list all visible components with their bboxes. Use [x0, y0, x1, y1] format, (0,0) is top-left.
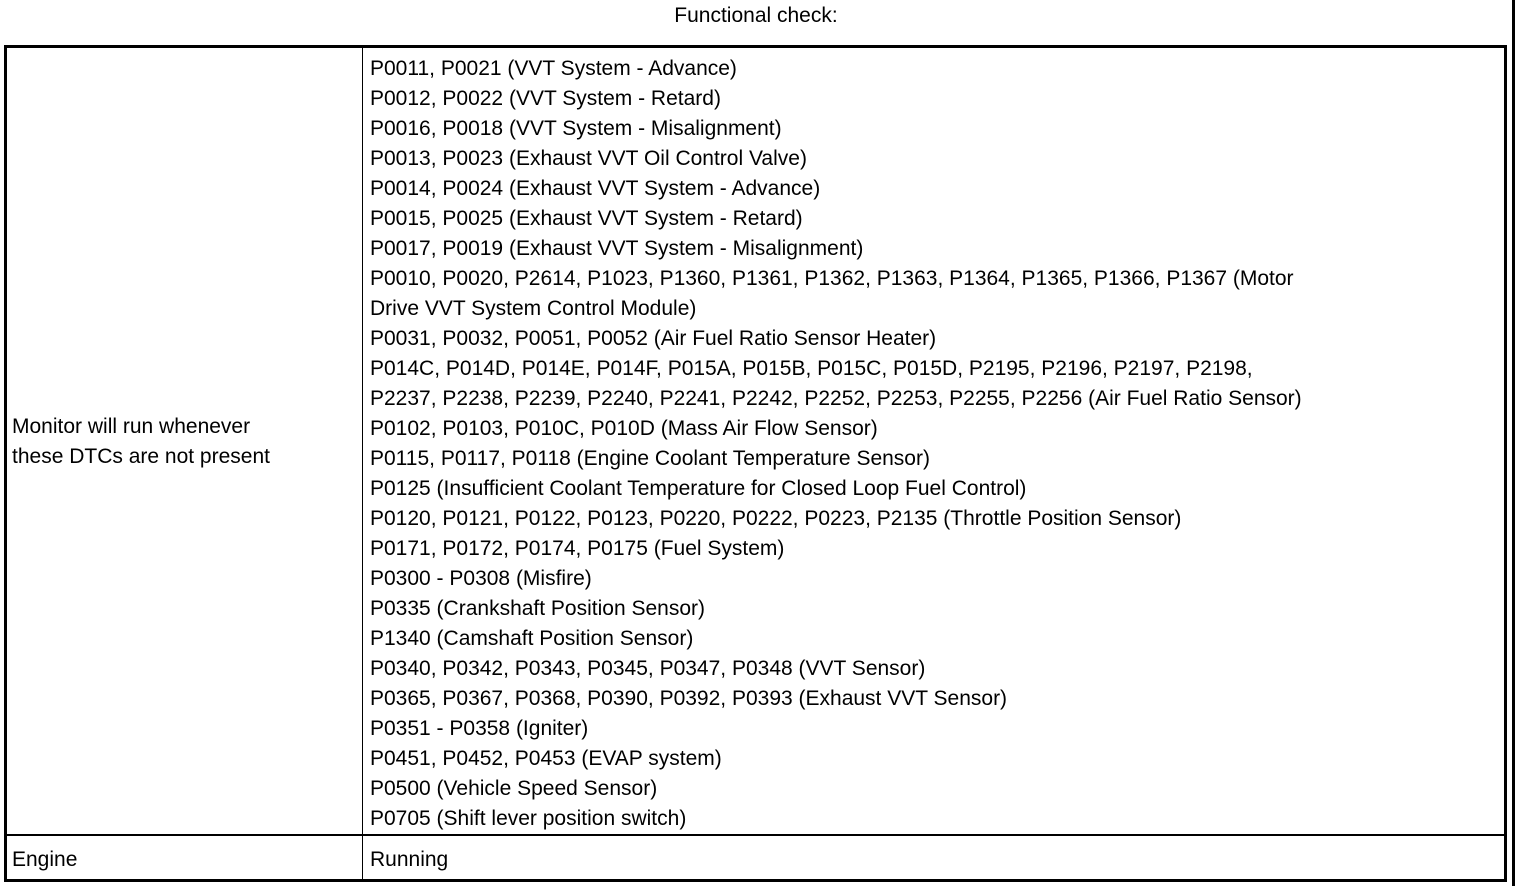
dtc-list-line: Drive VVT System Control Module) — [370, 297, 697, 320]
dtc-list-line: P0014, P0024 (Exhaust VVT System - Advance) — [370, 177, 821, 200]
condition-label-cell — [12, 412, 352, 472]
table-caption: Functional check: — [674, 4, 838, 27]
dtc-list-line: P0500 (Vehicle Speed Sensor) — [370, 777, 658, 800]
dtc-list-line: P0115, P0117, P0118 (Engine Coolant Temperature Sensor) — [370, 447, 930, 470]
dtc-list-cell — [370, 54, 1498, 834]
dtc-list-line: P0017, P0019 (Exhaust VVT System - Misalignment) — [370, 237, 864, 260]
dtc-list-line: P0365, P0367, P0368, P0390, P0392, P0393 (Exhaust VVT Sensor) — [370, 687, 1008, 710]
dtc-list-line: P014C, P014D, P014E, P014F, P015A, P015B, P015C, P015D, P2195, P2196, P2197, P2198, — [370, 357, 1253, 380]
dtc-list-line: P0012, P0022 (VVT System - Retard) — [370, 87, 721, 110]
dtc-list-line: P2237, P2238, P2239, P2240, P2241, P2242, P2252, P2253, P2255, P2256 (Air Fuel Ratio Sensor) — [370, 387, 1302, 410]
column-divider — [362, 48, 363, 834]
monitor-conditions-table — [4, 45, 1507, 882]
dtc-list-line: P0335 (Crankshaft Position Sensor) — [370, 597, 706, 620]
dtc-list-line: P0013, P0023 (Exhaust VVT Oil Control Valve) — [370, 147, 807, 170]
engine-status-value: Running — [370, 848, 449, 871]
dtc-list-line: P0705 (Shift lever position switch) — [370, 807, 687, 830]
dtc-list-line: P1340 (Camshaft Position Sensor) — [370, 627, 694, 650]
dtc-list-line: P0031, P0032, P0051, P0052 (Air Fuel Ratio Sensor Heater) — [370, 327, 937, 350]
dtc-list-line: P0300 - P0308 (Misfire) — [370, 567, 592, 590]
engine-value-cell — [370, 845, 1498, 875]
dtc-list-line: P0120, P0121, P0122, P0123, P0220, P0222, P0223, P2135 (Throttle Position Sensor) — [370, 507, 1182, 530]
table-row-dtc-conditions — [7, 48, 1504, 836]
dtc-list-line: P0016, P0018 (VVT System - Misalignment) — [370, 117, 782, 140]
dtc-list-line: P0015, P0025 (Exhaust VVT System - Retard) — [370, 207, 803, 230]
column-divider — [362, 836, 363, 879]
page-edge-line — [1512, 0, 1515, 886]
dtc-list-line: P0010, P0020, P2614, P1023, P1360, P1361, P1362, P1363, P1364, P1365, P1366, P1367 (Motor — [370, 267, 1294, 290]
dtc-list-line: P0102, P0103, P010C, P010D (Mass Air Flow Sensor) — [370, 417, 878, 440]
dtc-list-line: P0451, P0452, P0453 (EVAP system) — [370, 747, 722, 770]
dtc-list-line: P0171, P0172, P0174, P0175 (Fuel System) — [370, 537, 785, 560]
condition-label-line: Monitor will run whenever — [12, 415, 251, 438]
dtc-list-line: P0011, P0021 (VVT System - Advance) — [370, 57, 737, 80]
dtc-list-line: P0351 - P0358 (Igniter) — [370, 717, 589, 740]
engine-label-cell — [12, 845, 352, 875]
engine-label: Engine — [12, 848, 78, 871]
dtc-list-line: P0340, P0342, P0343, P0345, P0347, P0348 (VVT Sensor) — [370, 657, 926, 680]
table-row-engine — [7, 836, 1504, 879]
dtc-list-line: P0125 (Insufficient Coolant Temperature for Closed Loop Fuel Control) — [370, 477, 1027, 500]
condition-label-line: these DTCs are not present — [12, 445, 270, 468]
